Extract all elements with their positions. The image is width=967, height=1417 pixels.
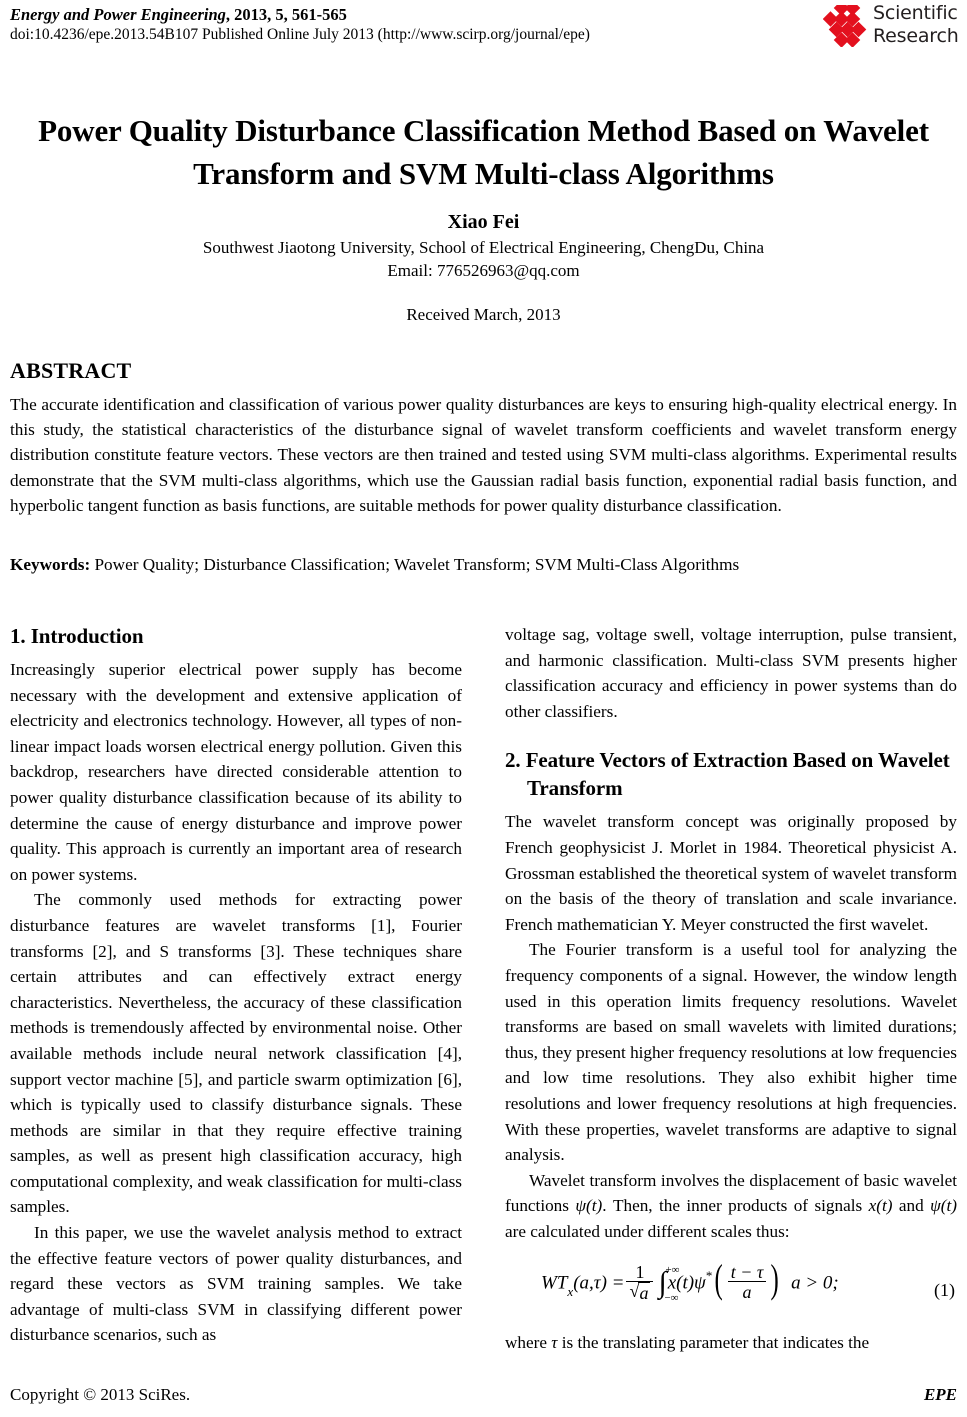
x-of-t-symbol: x(t) [868,1196,893,1216]
journal-citation-line [10,5,830,25]
logo-wordmark [873,2,959,48]
logo-text-line2: Research [873,25,959,47]
author-email: Email: 776526963@qq.com [387,261,580,280]
equation-1-block [505,1255,957,1316]
eq-inner-denominator [728,1281,767,1302]
right-paragraph-2: The wavelet transform concept was originally proposed by French geophysicist J. Morlet in 1984. Theoretical physicist A. Grossman established the theoretical system of wavelet transform on the basis of the theory of translation and scale invariance. French mathematician Y. Meyer constructed the first wavelet. [505,812,957,934]
p4-text-b: . Then, the inner products of signals [602,1196,869,1216]
eq-lhs-args: (a,τ) = [573,1272,625,1294]
eq-integral-upper-limit: +∞ [665,1264,680,1277]
p4-text-d: are calculated under different scales thus: [505,1221,790,1241]
left-paragraph-3: In this paper, we use the wavelet analysis method to extract the effective feature vectors of power quality disturbances, and regard these vectors as SVM training samples. We take advantage of multi-class SVM in classifying different power disturbance scenarios, such as [10,1223,462,1345]
p5-text-b: is the translating parameter that indicates the [557,1333,870,1353]
abstract-body: The accurate identification and classification of various power quality disturbances are keys to ensuring high-quality electrical energy. In this study, the statistical characteristics of the disturbance signal of wavelet transform coefficients and wavelet transform energy distribution constitute feature vectors. These vectors are then trained and tested using SVM multi-class algorithms. Experimental results demonstrate that the SVM multi-class algorithms, which use the Gaussian radial basis function, exponential radial basis function, and hyperbolic tangent function as basis functions, are suitable methods for power quality disturbance classification. [10,395,957,515]
doi-line: doi:10.4236/epe.2013.54B107 Published Online July 2013 (http://www.scirp.org/journal/epe) [10,26,590,43]
section-1-heading: 1. Introduction [10,624,144,648]
eq-inner-den-text: a [742,1282,752,1303]
journal-abbreviation: EPE [923,1385,957,1404]
received-date: Received March, 2013 [406,305,561,324]
eq-lhs: WT [541,1272,568,1294]
equation-1-number: (1) [934,1280,955,1301]
running-head [10,5,830,45]
eq-radicand: a [639,1282,649,1303]
section-2-heading: 2. Feature Vectors of Extraction Based on Wavelet Transform [505,748,950,801]
eq-integral-lower-limit: −∞ [664,1292,679,1305]
author-name: Xiao Fei [447,211,520,233]
integral-icon: ∫ +∞ −∞ [658,1264,680,1305]
scientific-research-logo [823,2,959,50]
keywords-line [10,552,957,577]
eq-prefactor-numerator: 1 [635,1261,645,1282]
keywords-label: Keywords: [10,555,91,574]
paper-title: Power Quality Disturbance Classification Method Based on Wavelet Transform and SVM Multi-class Algorithms [38,112,929,191]
eq-inner-fraction [728,1264,767,1302]
eq-prefactor-fraction [626,1261,653,1303]
right-paragraph-5 [505,1330,957,1356]
p4-text-a: Wavelet transform involves the displacement of basic wavelet functions [505,1170,957,1216]
left-column [10,622,462,1348]
eq-integrand: x(t)ψ [667,1272,706,1294]
author-block [28,209,939,282]
left-paragraph-1: Increasingly superior electrical power supply has become necessary with the development and extensive application of electricity and electronics technology. However, all types of non-linear impact loads worsen electrical energy pollution. Given this backdrop, researchers have directed considerable attention to power quality disturbance classification because of its ability to determine the cause of energy disturbance and improve power quality. This approach is currently an important area of research on power systems. [10,660,462,884]
diamond-cluster-icon [823,5,869,47]
right-paragraph-1: voltage sag, voltage swell, voltage interruption, pulse transient, and harmonic classification. Multi-class SVM presents higher classification accuracy and efficiency in power systems than do other classifiers. [505,625,957,721]
sqrt-icon [629,1282,650,1303]
eq-condition: a > 0; [791,1272,839,1294]
eq-prefactor-denominator [626,1281,653,1303]
equation-1-expression: $WT_x(a,\tau)$ = 1 √ a ∫ +∞ −∞ x(t)ψ*( $\frac{t - \tau}{a}$ ) a > 0; [541,1264,839,1303]
eq-inner-num-text: t − τ [730,1262,764,1283]
p5-text-a: where [505,1333,552,1353]
right-paragraph-4 [505,1168,957,1245]
author-affiliation: Southwest Jiaotong University, School of Electrical Engineering, ChengDu, China [202,238,765,257]
p4-text-c: and [892,1196,931,1216]
eq-conjugate-star: * [705,1268,713,1284]
keywords-value: Power Quality; Disturbance Classification; Wavelet Transform; SVM Multi-Class Algorithms [90,555,740,574]
logo-text-line1: Scientific [873,2,958,24]
psi-of-t-symbol-2: ψ(t) [930,1196,957,1216]
abstract-heading: ABSTRACT [10,358,132,383]
eq-lhs-subscript: x [567,1283,574,1299]
copyright-notice: Copyright © 2013 SciRes. [10,1385,191,1404]
journal-name: Energy and Power Engineering [10,5,226,24]
tau-symbol: τ [551,1333,558,1353]
left-paragraph-2: The commonly used methods for extracting power disturbance features are wavelet transforms [1], Fourier transforms [2], and S transforms [3]. These techniques share certain attributes and can effectively extract energy characteristics. Nevertheless, the accuracy of these classification methods is tremendously affected by environmental noise. Other available methods include neural network classification [4], support vector machine [5], and particle swarm optimization [6], which is typically used to classify disturbance signals. These methods are similar in that they require effective training samples, as well as present high classification accuracy, high computational complexity, and weak classification for multi-class samples. [10,890,462,1217]
psi-of-t-symbol: ψ(t) [575,1196,603,1216]
journal-citation: , 2013, 5, 561-565 [225,5,347,24]
right-paragraph-3: The Fourier transform is a useful tool for analyzing the frequency components of a signal. However, the window length used in this operation limits frequency resolutions. Wavelet transforms are based on small wavelets with limited durations; thus, they present higher frequency resolutions at low frequencies and low time resolutions. They also exhibit higher time resolutions and lower frequency resolutions at high frequencies. With these properties, wavelet transforms are adaptive to signal analysis. [505,940,957,1165]
right-column [505,622,957,1356]
eq-inner-numerator [728,1264,767,1281]
